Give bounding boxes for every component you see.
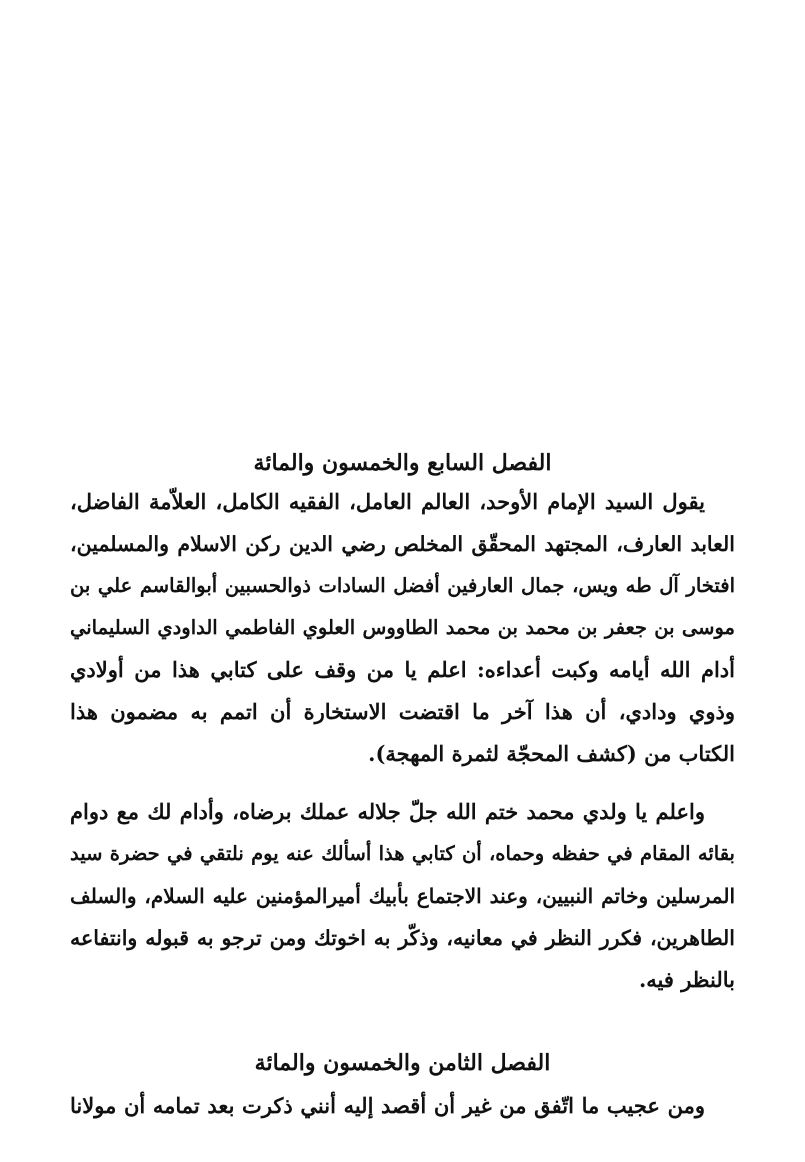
text-line: واعلم يا ولدي محمد ختم الله جلّ جلاله عملك برضاه، وأدام لك مع دوام bbox=[70, 799, 705, 824]
section-57-heading: الفصل السابع والخمسون والمائة bbox=[253, 450, 552, 476]
text-line: موسى بن جعفر بن محمد بن محمد الطاووس العلوي الفاطمي الداودي السليماني bbox=[70, 616, 735, 639]
section-58-paragraph-1 bbox=[70, 1085, 735, 1127]
section-57-paragraph-1 bbox=[70, 481, 735, 775]
text-line: يقول السيد الإمام الأوحد، العالم العامل، الفقيه الكامل، العلاّمة الفاضل، bbox=[70, 489, 705, 514]
section-57-paragraph-2 bbox=[70, 791, 735, 1001]
text-line: ومن عجيب ما اتّفق من غير أن أقصد إليه أنني ذكرت بعد تمامه أن مولانا bbox=[70, 1093, 705, 1118]
text-line: الطاهرين، فكرر النظر في معانيه، وذكّر به اخوتك ومن ترجو به قبوله وانتفاعه bbox=[70, 926, 735, 950]
text-line: المرسلين وخاتم النبيين، وعند الاجتماع بأبيك أميرالمؤمنين عليه السلام، والسلف bbox=[70, 884, 735, 908]
section-58-heading: الفصل الثامن والخمسون والمائة bbox=[254, 1050, 551, 1076]
text-line: وذوي ودادي، أن هذا آخر ما اقتضت الاستخارة أن اتمم به مضمون هذا bbox=[70, 699, 735, 724]
text-line: أدام الله أيامه وكبت أعداءه: اعلم يا من وقف على كتابي هذا من أولادي bbox=[70, 657, 735, 682]
text-line: الكتاب من (كشف المحجّة لثمرة المهجة). bbox=[368, 741, 735, 766]
text-line: بقائه المقام في حفظه وحماه، أن كتابي هذا أسألك عنه يوم نلتقي في حضرة سيد bbox=[70, 842, 735, 865]
text-line: العابد العارف، المجتهد المحقّق المخلص رضي الدين ركن الاسلام والمسلمين، bbox=[70, 532, 735, 556]
text-line: بالنظر فيه. bbox=[638, 967, 735, 992]
text-line: افتخار آل طه ويس، جمال العارفين أفضل السادات ذوالحسبين أبوالقاسم علي بن bbox=[70, 574, 735, 597]
